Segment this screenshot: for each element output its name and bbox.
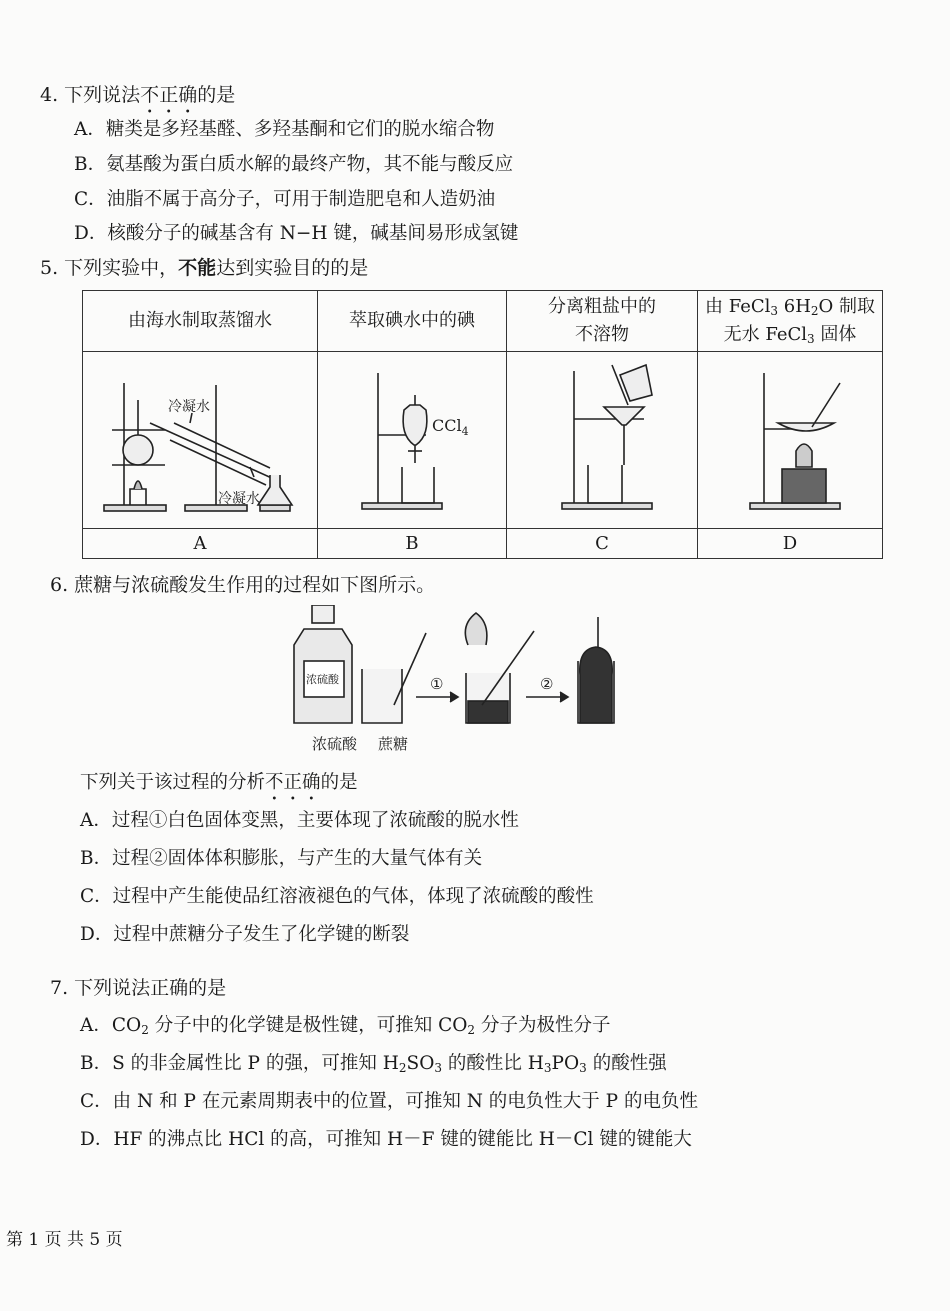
- emph-char: 不: [140, 84, 160, 106]
- sucrose-acid-figure: [290, 605, 650, 755]
- header-d-sub: 3: [770, 304, 779, 318]
- q7b-text: PO: [551, 1053, 580, 1074]
- q4-option-b: B．氨基酸为蛋白质水解的最终产物，其不能与酸反应: [74, 154, 514, 175]
- caption-sucrose: 蔗糖: [378, 735, 409, 753]
- header-d-line1: [698, 293, 882, 321]
- q5-experiment-table: [82, 290, 883, 559]
- header-c-line1: 分离粗盐中的: [548, 296, 656, 317]
- q7a-text: A．CO: [80, 1015, 142, 1036]
- q7b-text: 的酸性强: [586, 1053, 667, 1074]
- q7-option-a: [80, 1011, 610, 1037]
- header-d-text: 由 FeCl: [704, 296, 771, 317]
- emph-char: 不: [265, 772, 284, 793]
- filtration-apparatus-figure: [512, 355, 692, 525]
- q4-stem-prefix: 4. 下列说法: [40, 84, 141, 106]
- bottle-label: 浓硫酸: [306, 673, 339, 686]
- emph-char: 确: [302, 772, 321, 793]
- cold-water-label-2: 冷凝水: [218, 491, 260, 507]
- q4-stem: [40, 80, 235, 107]
- step-2-label: ②: [540, 675, 554, 693]
- q4-option-a: A．糖类是多羟基醛、多羟基酮和它们的脱水缩合物: [74, 119, 495, 140]
- header-d-line2: [698, 321, 882, 349]
- q7b-sub: 3: [543, 1061, 552, 1075]
- figure-cell-a: [83, 352, 318, 529]
- table-figure-row: [83, 352, 883, 529]
- separatory-funnel-figure: [322, 355, 502, 525]
- q7b-sub: 2: [398, 1061, 407, 1075]
- choice-cell-b: B: [318, 529, 507, 559]
- q7-stem: 7. 下列说法正确的是: [50, 977, 227, 999]
- q6-sub-stem: [80, 768, 358, 794]
- header-d-sub: 3: [807, 332, 815, 346]
- q7b-text: SO: [406, 1053, 435, 1074]
- q7a-text: 分子中的化学键是极性键，可推知 CO: [148, 1015, 468, 1036]
- emph-char: 正: [159, 84, 179, 106]
- emph-char: 确: [178, 84, 198, 106]
- cold-water-label-1: 冷凝水: [168, 399, 210, 415]
- choice-cell-a: A: [83, 529, 318, 559]
- distillation-apparatus-figure: [90, 355, 310, 525]
- q7a-text: 分子为极性分子: [475, 1015, 611, 1036]
- header-cell-b: 萃取碘水中的碘: [318, 291, 507, 352]
- q6-option-c: C．过程中产生能使品红溶液褪色的气体，体现了浓硫酸的酸性: [80, 886, 594, 907]
- header-cell-d: [698, 291, 883, 352]
- ccl4-text: CCl: [432, 416, 462, 435]
- q7-option-b: [80, 1049, 667, 1075]
- table-choice-row: [83, 529, 883, 559]
- header-cell-a: 由海水制取蒸馏水: [83, 291, 318, 352]
- evaporation-apparatus-figure: [700, 355, 880, 525]
- q6-option-b: B．过程②固体体积膨胀，与产生的大量气体有关: [80, 848, 483, 869]
- q4-option-c: C．油脂不属于高分子，可用于制造肥皂和人造奶油: [74, 189, 496, 210]
- q6-sub-emphasis: [265, 772, 321, 793]
- ccl4-label: [432, 416, 469, 438]
- q7a-sub: 2: [141, 1023, 149, 1037]
- header-d-text: 6H: [778, 296, 811, 317]
- figure-cell-b: [318, 352, 507, 529]
- q7b-text: 的酸性比 H: [442, 1053, 544, 1074]
- q7b-text: B．S 的非金属性比 P 的强，可推知 H: [80, 1053, 399, 1074]
- caption-concentrated-acid: 浓硫酸: [312, 735, 358, 753]
- q7-option-d: D．HF 的沸点比 HCl 的高，可推知 H－F 键的键能比 H－Cl 键的键能大: [80, 1129, 692, 1150]
- header-d-text: O 制取: [818, 296, 876, 317]
- ccl4-sub: 4: [461, 425, 469, 438]
- header-d-text: 固体: [814, 324, 857, 345]
- q7b-sub: 3: [579, 1061, 587, 1075]
- choice-cell-c: C: [507, 529, 698, 559]
- page-footer: 第 1 页 共 5 页: [6, 1230, 123, 1250]
- q5-stem-suffix: 达到实验目的的是: [216, 257, 369, 279]
- header-d-text: 无水 FeCl: [723, 324, 808, 345]
- q4-option-d: D．核酸分子的碱基含有 N−H 键，碱基间易形成氢键: [74, 223, 519, 244]
- header-cell-c: [507, 291, 698, 352]
- q5-stem-emphasis: 不能: [178, 257, 217, 279]
- q7b-sub: 3: [434, 1061, 442, 1075]
- q6-option-a: A．过程①白色固体变黑，主要体现了浓硫酸的脱水性: [80, 810, 519, 831]
- choice-cell-d: D: [698, 529, 883, 559]
- q7a-sub: 2: [467, 1023, 476, 1037]
- q7-option-c: C．由 N 和 P 在元素周期表中的位置，可推知 N 的电负性大于 P 的电负性: [80, 1091, 698, 1112]
- q6-option-d: D．过程中蔗糖分子发生了化学键的断裂: [80, 924, 410, 945]
- header-c-line2: 不溶物: [575, 324, 629, 345]
- q5-stem-prefix: 5. 下列实验中，: [40, 257, 179, 279]
- q6-sub-prefix: 下列关于该过程的分析: [80, 772, 266, 793]
- q4-stem-suffix: 的是: [197, 84, 236, 106]
- emph-char: 正: [283, 772, 303, 793]
- table-header-row: [83, 291, 883, 352]
- header-d-sub: 2: [810, 304, 819, 318]
- q5-stem: [40, 253, 368, 280]
- figure-cell-d: [698, 352, 883, 529]
- step-1-label: ①: [430, 675, 444, 693]
- q6-sub-suffix: 的是: [320, 772, 358, 793]
- q6-stem: 6. 蔗糖与浓硫酸发生作用的过程如下图所示。: [50, 574, 436, 596]
- q4-stem-emphasis: [140, 84, 197, 106]
- figure-cell-c: [507, 352, 698, 529]
